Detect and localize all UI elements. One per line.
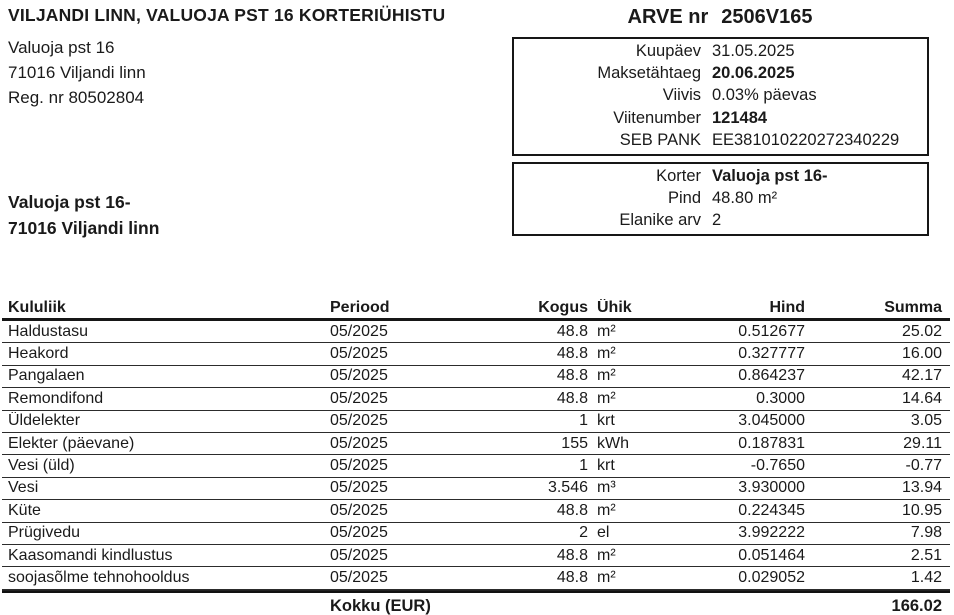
apartment-detail-row bbox=[514, 165, 927, 187]
apartment-details-box bbox=[512, 162, 929, 236]
cell-quantity: 48.8 bbox=[556, 345, 588, 363]
cell-period: 05/2025 bbox=[330, 412, 388, 430]
apartment-detail-row-label: Korter bbox=[656, 166, 701, 185]
invoice-detail-row bbox=[514, 107, 927, 129]
table-row bbox=[2, 567, 950, 589]
cell-quantity: 48.8 bbox=[556, 322, 588, 340]
cell-period: 05/2025 bbox=[330, 524, 388, 542]
cell-amount: 25.02 bbox=[901, 322, 942, 340]
cell-quantity: 48.8 bbox=[556, 501, 588, 519]
column-header-price: Hind bbox=[769, 299, 805, 316]
cell-quantity: 2 bbox=[579, 524, 588, 542]
cell-unit: m³ bbox=[597, 479, 616, 497]
cell-unit: m² bbox=[597, 367, 616, 385]
cell-period: 05/2025 bbox=[330, 568, 388, 586]
cell-unit: kWh bbox=[597, 434, 629, 452]
cell-period: 05/2025 bbox=[330, 546, 388, 564]
recipient-address-street: Valuoja pst 16- bbox=[8, 192, 131, 212]
cell-quantity: 1 bbox=[579, 457, 588, 475]
column-header-amount: Summa bbox=[884, 299, 942, 316]
table-row bbox=[2, 433, 950, 455]
total-row bbox=[2, 593, 950, 615]
cell-expense-type: Heakord bbox=[8, 345, 69, 363]
cell-period: 05/2025 bbox=[330, 479, 388, 497]
invoice-detail-row-value: 121484 bbox=[712, 108, 768, 127]
charges-table-header bbox=[2, 298, 950, 321]
apartment-detail-row-value: 2 bbox=[712, 211, 722, 230]
cell-price: 3.992222 bbox=[738, 524, 805, 542]
table-row bbox=[2, 321, 950, 343]
cell-amount: 10.95 bbox=[901, 501, 942, 519]
cell-expense-type: Vesi bbox=[8, 479, 39, 497]
cell-unit: m² bbox=[597, 568, 616, 586]
invoice-detail-row bbox=[514, 130, 927, 152]
cell-expense-type: Vesi (üld) bbox=[8, 457, 75, 475]
cell-quantity: 1 bbox=[579, 412, 588, 430]
table-row bbox=[2, 500, 950, 522]
cell-unit: m² bbox=[597, 546, 616, 564]
apartment-detail-row-value: 48.80 m² bbox=[712, 189, 778, 208]
cell-period: 05/2025 bbox=[330, 434, 388, 452]
cell-price: 0.512677 bbox=[738, 322, 805, 340]
cell-price: 3.045000 bbox=[738, 412, 805, 430]
cell-period: 05/2025 bbox=[330, 322, 388, 340]
table-row bbox=[2, 545, 950, 567]
cell-period: 05/2025 bbox=[330, 367, 388, 385]
table-row bbox=[2, 411, 950, 433]
total-label: Kokku (EUR) bbox=[330, 596, 431, 615]
column-header-expense-type: Kululiik bbox=[8, 299, 66, 316]
cell-quantity: 48.8 bbox=[556, 568, 588, 586]
cell-quantity: 3.546 bbox=[547, 479, 588, 497]
apartment-detail-row bbox=[514, 187, 927, 209]
issuer-address-city: 71016 Viljandi linn bbox=[8, 63, 146, 82]
invoice-detail-row-value: EE381010220272340229 bbox=[712, 131, 900, 150]
cell-expense-type: Pangalaen bbox=[8, 367, 85, 385]
cell-price: 3.930000 bbox=[738, 479, 805, 497]
invoice-detail-row-label: Maksetähtaeg bbox=[597, 64, 701, 83]
invoice-detail-row-value: 0.03% päevas bbox=[712, 86, 817, 105]
cell-unit: m² bbox=[597, 322, 616, 340]
cell-expense-type: Elekter (päevane) bbox=[8, 434, 135, 452]
cell-quantity: 48.8 bbox=[556, 546, 588, 564]
cell-unit: krt bbox=[597, 457, 615, 475]
charges-table-body bbox=[2, 321, 950, 590]
apartment-detail-row-value: Valuoja pst 16- bbox=[712, 166, 828, 185]
column-header-period: Periood bbox=[330, 299, 390, 316]
invoice-detail-row bbox=[514, 85, 927, 107]
cell-amount: 3.05 bbox=[910, 412, 942, 430]
cell-amount: 2.51 bbox=[910, 546, 942, 564]
recipient-address-city: 71016 Viljandi linn bbox=[8, 218, 160, 238]
cell-amount: 42.17 bbox=[901, 367, 942, 385]
cell-period: 05/2025 bbox=[330, 457, 388, 475]
table-row bbox=[2, 388, 950, 410]
cell-unit: krt bbox=[597, 412, 615, 430]
cell-expense-type: soojasõlme tehnohooldus bbox=[8, 568, 190, 586]
cell-price: 0.187831 bbox=[738, 434, 805, 452]
invoice-detail-row-value: 20.06.2025 bbox=[712, 64, 795, 83]
cell-price: 0.864237 bbox=[738, 367, 805, 385]
cell-unit: m² bbox=[597, 345, 616, 363]
cell-amount: 1.42 bbox=[910, 568, 942, 586]
cell-price: 0.029052 bbox=[738, 568, 805, 586]
invoice-details-box bbox=[512, 37, 929, 156]
table-row bbox=[2, 478, 950, 500]
invoice-detail-row-value: 31.05.2025 bbox=[712, 41, 795, 60]
invoice-heading bbox=[512, 6, 928, 29]
charges-table bbox=[2, 298, 950, 615]
cell-amount: 7.98 bbox=[910, 524, 942, 542]
total-value: 166.02 bbox=[891, 596, 942, 615]
cell-amount: 13.94 bbox=[901, 479, 942, 497]
cell-expense-type: Haldustasu bbox=[8, 322, 89, 340]
apartment-detail-row-label: Pind bbox=[667, 189, 701, 208]
cell-expense-type: Üldelekter bbox=[8, 412, 81, 430]
table-row bbox=[2, 523, 950, 545]
cell-amount: -0.77 bbox=[905, 457, 942, 475]
cell-price: 0.224345 bbox=[738, 501, 805, 519]
cell-quantity: 48.8 bbox=[556, 367, 588, 385]
recipient-address bbox=[8, 189, 159, 241]
cell-quantity: 155 bbox=[561, 434, 588, 452]
invoice-number: 2506V165 bbox=[721, 6, 813, 28]
invoice-heading-label: ARVE nr bbox=[627, 6, 709, 28]
apartment-detail-row-label: Elanike arv bbox=[619, 211, 701, 230]
table-row bbox=[2, 366, 950, 388]
cell-amount: 29.11 bbox=[903, 434, 942, 452]
cell-amount: 16.00 bbox=[901, 345, 942, 363]
table-row bbox=[2, 455, 950, 477]
cell-expense-type: Kaasomandi kindlustus bbox=[8, 546, 173, 564]
column-header-quantity: Kogus bbox=[538, 299, 588, 316]
cell-price: 0.3000 bbox=[756, 389, 805, 407]
cell-price: 0.051464 bbox=[738, 546, 805, 564]
cell-expense-type: Prügivedu bbox=[8, 524, 81, 542]
invoice-detail-row-label: SEB PANK bbox=[619, 131, 701, 150]
cell-amount: 14.64 bbox=[901, 389, 942, 407]
issuer-reg-number: Reg. nr 80502804 bbox=[8, 88, 145, 107]
issuer-name: VILJANDI LINN, VALUOJA PST 16 KORTERIÜHISTU bbox=[8, 5, 446, 25]
cell-price: -0.7650 bbox=[750, 457, 805, 475]
cell-expense-type: Remondifond bbox=[8, 389, 104, 407]
column-header-unit: Ühik bbox=[597, 299, 632, 316]
issuer-block bbox=[8, 5, 445, 110]
invoice-detail-row-label: Viitenumber bbox=[613, 108, 701, 127]
cell-period: 05/2025 bbox=[330, 345, 388, 363]
table-row bbox=[2, 343, 950, 365]
invoice-detail-row bbox=[514, 62, 927, 84]
cell-period: 05/2025 bbox=[330, 501, 388, 519]
apartment-detail-row bbox=[514, 210, 927, 232]
issuer-address-street: Valuoja pst 16 bbox=[8, 38, 115, 57]
invoice-detail-row bbox=[514, 40, 927, 62]
cell-unit: m² bbox=[597, 389, 616, 407]
cell-period: 05/2025 bbox=[330, 389, 388, 407]
cell-unit: m² bbox=[597, 501, 616, 519]
cell-unit: el bbox=[597, 524, 610, 542]
cell-expense-type: Küte bbox=[8, 501, 41, 519]
invoice-detail-row-label: Viivis bbox=[662, 86, 701, 105]
invoice-detail-row-label: Kuupäev bbox=[635, 41, 701, 60]
cell-price: 0.327777 bbox=[738, 345, 805, 363]
cell-quantity: 48.8 bbox=[556, 389, 588, 407]
